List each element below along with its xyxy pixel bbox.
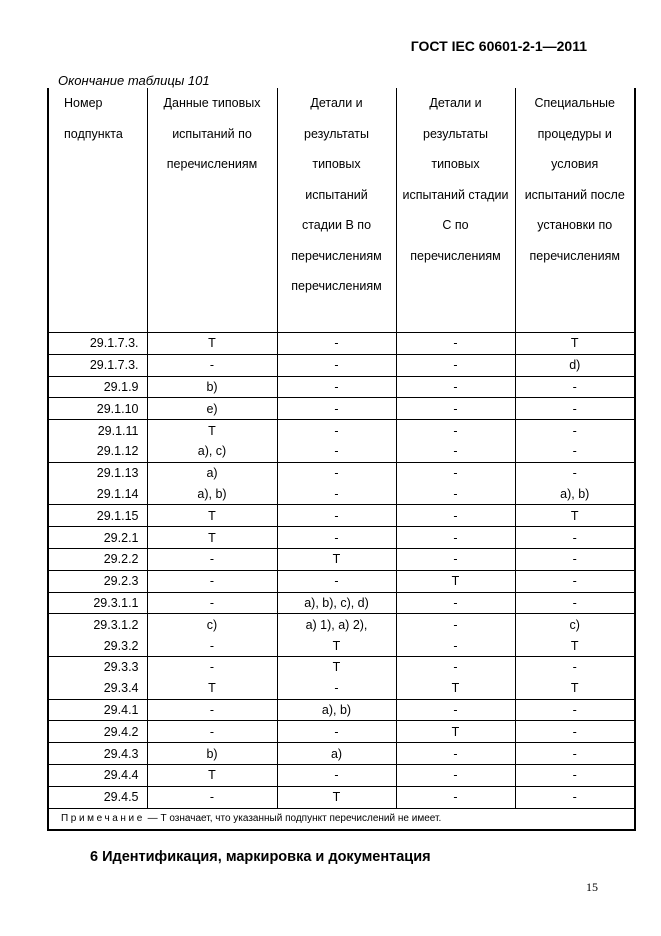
table-row: [48, 376, 635, 398]
subclause-cell: 29.3.2: [48, 635, 147, 656]
header-line: типовых: [431, 157, 480, 171]
table-row: [48, 548, 635, 570]
table-cell: -: [396, 764, 515, 786]
header-cell: [396, 88, 515, 333]
subclause-cell: 29.1.15: [48, 505, 147, 527]
table-cell: Т: [515, 635, 635, 656]
table-cell: -: [515, 420, 635, 441]
table-cell: -: [147, 635, 277, 656]
table-row: [48, 441, 635, 462]
table-cell: -: [396, 505, 515, 527]
header-cell: [147, 88, 277, 333]
subclause-cell: 29.1.13: [48, 462, 147, 483]
table-cell: -: [277, 420, 396, 441]
table-row: [48, 764, 635, 786]
table-cell: -: [277, 462, 396, 483]
table-row: [48, 678, 635, 699]
subclause-cell: 29.2.1: [48, 527, 147, 549]
table-cell: -: [396, 592, 515, 614]
table-cell: -: [277, 505, 396, 527]
header-line: процедуры и: [537, 126, 612, 141]
table-cell: a): [147, 462, 277, 483]
table-cell: a), b), c), d): [277, 592, 396, 614]
table-cell: -: [396, 398, 515, 420]
table-cell: Т: [147, 764, 277, 786]
table-cell: -: [515, 592, 635, 614]
table-row: [48, 721, 635, 743]
table-cell: -: [515, 570, 635, 592]
table-cell: a), b): [515, 484, 635, 505]
subclause-cell: 29.4.4: [48, 764, 147, 786]
header-line: результаты: [423, 126, 488, 141]
subclause-cell: 29.2.2: [48, 548, 147, 570]
header-line: С по: [442, 218, 469, 232]
table-cell: -: [147, 354, 277, 376]
table-101: [47, 88, 636, 831]
table-cell: Т: [396, 570, 515, 592]
header-line: результаты: [304, 126, 369, 141]
table-row: [48, 462, 635, 483]
header-cell: [515, 88, 635, 333]
table-cell: -: [277, 764, 396, 786]
table-cell: Т: [147, 505, 277, 527]
table-cell: -: [515, 786, 635, 808]
note-text: — Т означает, что указанный подпункт перечислений не имеет.: [144, 813, 442, 825]
header-line: подпункта: [64, 126, 123, 141]
table-cell: -: [147, 570, 277, 592]
table-cell: Т: [147, 420, 277, 441]
header-line: Детали и: [429, 96, 482, 110]
header-line: перечислениям: [410, 248, 501, 263]
table-row: [48, 743, 635, 765]
table-row: [48, 484, 635, 505]
subclause-cell: 29.1.9: [48, 376, 147, 398]
table-cell: a): [277, 743, 396, 765]
header-line: Данные типовых: [163, 96, 261, 110]
table-cell: -: [515, 398, 635, 420]
header-line: типовых: [312, 157, 361, 171]
table-row: [48, 527, 635, 549]
table-cell: -: [277, 570, 396, 592]
table-cell: -: [396, 656, 515, 677]
table-cell: Т: [515, 678, 635, 699]
header-line: установки по: [537, 218, 613, 232]
subclause-cell: 29.1.14: [48, 484, 147, 505]
table-cell: -: [277, 376, 396, 398]
subclause-cell: 29.3.1.2: [48, 614, 147, 635]
table-row: [48, 505, 635, 527]
subclause-cell: 29.1.7.3.: [48, 333, 147, 355]
table-cell: -: [277, 398, 396, 420]
table-cell: c): [147, 614, 277, 635]
subclause-cell: 29.1.7.3.: [48, 354, 147, 376]
table-cell: -: [515, 462, 635, 483]
header-line: условия: [551, 157, 599, 171]
table-cell: Т: [396, 721, 515, 743]
table-cell: b): [147, 376, 277, 398]
table-cell: -: [396, 699, 515, 721]
table-cell: Т: [277, 656, 396, 677]
table-cell: -: [147, 592, 277, 614]
table-note: [48, 808, 635, 830]
table-cell: Т: [515, 333, 635, 355]
table-row: [48, 592, 635, 614]
table-cell: c): [515, 614, 635, 635]
table-cell: e): [147, 398, 277, 420]
table-cell: -: [396, 376, 515, 398]
header-line: перечислениям: [529, 248, 620, 263]
table-cell: d): [515, 354, 635, 376]
table-cell: -: [277, 484, 396, 505]
table-cell: -: [277, 527, 396, 549]
table-cell: -: [277, 333, 396, 355]
subclause-cell: 29.3.4: [48, 678, 147, 699]
table-cell: Т: [147, 527, 277, 549]
table-row: [48, 333, 635, 355]
table-note-row: [48, 808, 635, 830]
table-row: [48, 420, 635, 441]
table-cell: Т: [147, 333, 277, 355]
table-cell: -: [147, 786, 277, 808]
table-cell: -: [277, 721, 396, 743]
table-cell: Т: [396, 678, 515, 699]
table-row: [48, 656, 635, 677]
table-cell: -: [396, 635, 515, 656]
table-cell: -: [147, 699, 277, 721]
header-line: перечислениям: [291, 248, 382, 263]
table-cell: Т: [277, 635, 396, 656]
header-line: перечислениям: [166, 157, 258, 171]
table-cell: Т: [277, 786, 396, 808]
table-body: [48, 88, 635, 830]
header-cell: [277, 88, 396, 333]
header-line: испытаний: [305, 187, 368, 202]
table-cell: -: [515, 441, 635, 462]
table-cell: -: [515, 721, 635, 743]
table-row: [48, 614, 635, 635]
table-caption: Окончание таблицы 101: [58, 73, 210, 88]
table-cell: a) 1), a) 2),: [277, 614, 396, 635]
table-row: [48, 398, 635, 420]
table-cell: -: [396, 354, 515, 376]
table-cell: -: [147, 548, 277, 570]
table-cell: -: [396, 786, 515, 808]
table-cell: -: [396, 420, 515, 441]
table-cell: a), b): [277, 699, 396, 721]
subclause-cell: 29.1.12: [48, 441, 147, 462]
table-cell: -: [277, 354, 396, 376]
table-cell: -: [396, 462, 515, 483]
table-cell: -: [396, 441, 515, 462]
table-cell: Т: [515, 505, 635, 527]
table-cell: -: [515, 764, 635, 786]
table-row: [48, 570, 635, 592]
subclause-cell: 29.3.3: [48, 656, 147, 677]
table-cell: -: [396, 333, 515, 355]
table-row: [48, 786, 635, 808]
subclause-cell: 29.1.10: [48, 398, 147, 420]
subclause-cell: 29.4.3: [48, 743, 147, 765]
subclause-cell: 29.4.5: [48, 786, 147, 808]
table-cell: -: [515, 376, 635, 398]
header-line: испытаний стадии: [402, 187, 509, 202]
subclause-cell: 29.3.1.1: [48, 592, 147, 614]
table-cell: -: [515, 743, 635, 765]
table-cell: -: [277, 678, 396, 699]
table-cell: -: [147, 656, 277, 677]
table-row: [48, 354, 635, 376]
table-cell: -: [277, 441, 396, 462]
header-line: испытаний после: [524, 187, 625, 202]
header-line: Номер: [64, 96, 103, 110]
table-header-row: [48, 88, 635, 333]
table-cell: -: [515, 548, 635, 570]
header-line: перечислениям: [291, 279, 382, 293]
table-cell: a), c): [147, 441, 277, 462]
subclause-cell: 29.4.2: [48, 721, 147, 743]
header-line: испытаний по: [172, 126, 252, 141]
table-row: [48, 635, 635, 656]
header-cell: [48, 88, 147, 333]
table-cell: -: [396, 484, 515, 505]
table-cell: -: [396, 527, 515, 549]
table-cell: -: [515, 699, 635, 721]
table-cell: -: [396, 743, 515, 765]
header-line: Специальные: [534, 96, 615, 110]
table-row: [48, 699, 635, 721]
header-line: Детали и: [310, 96, 363, 110]
subclause-cell: 29.1.11: [48, 420, 147, 441]
table-cell: b): [147, 743, 277, 765]
note-label: Примечание: [61, 813, 145, 825]
document-header: ГОСТ IEC 60601-2-1—2011: [410, 38, 587, 54]
section-heading: 6 Идентификация, маркировка и документация: [90, 849, 431, 865]
table-cell: -: [396, 614, 515, 635]
table-cell: a), b): [147, 484, 277, 505]
table-cell: -: [147, 721, 277, 743]
table-cell: Т: [277, 548, 396, 570]
subclause-cell: 29.2.3: [48, 570, 147, 592]
table-cell: Т: [147, 678, 277, 699]
subclause-cell: 29.4.1: [48, 699, 147, 721]
table-cell: -: [515, 527, 635, 549]
page-number: 15: [586, 880, 598, 894]
header-line: стадии В по: [301, 218, 372, 232]
table-cell: -: [515, 656, 635, 677]
table-cell: -: [396, 548, 515, 570]
